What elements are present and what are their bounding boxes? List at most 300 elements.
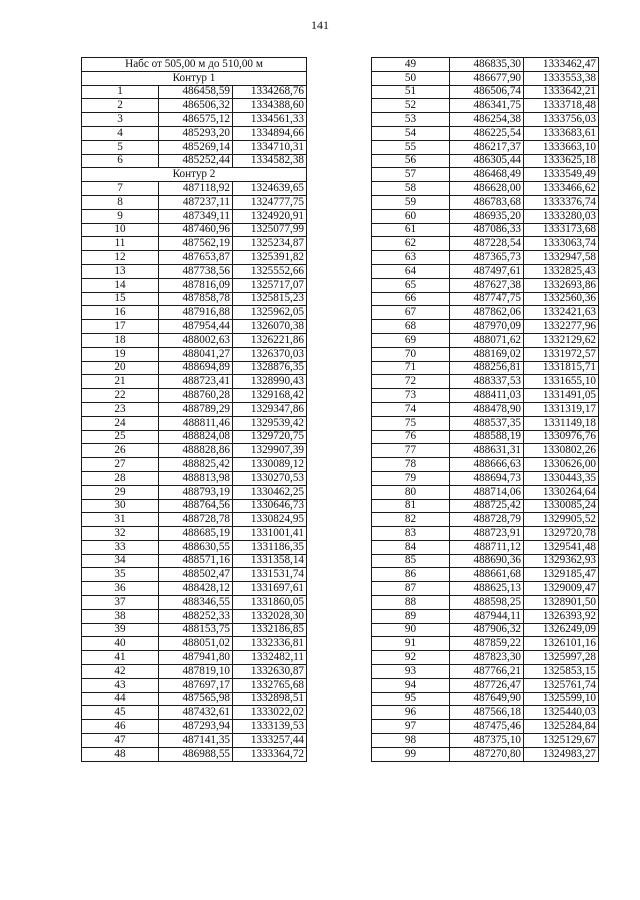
table-row — [372, 113, 599, 127]
y-coordinate-cell: 1328990,43 — [233, 375, 307, 389]
y-coordinate-cell: 1326370,03 — [233, 347, 307, 361]
y-coordinate-cell: 1334710,31 — [233, 140, 307, 154]
x-coordinate-cell: 488598,25 — [450, 596, 524, 610]
point-number-cell: 66 — [372, 292, 450, 306]
x-coordinate-cell: 488041,27 — [159, 347, 233, 361]
x-coordinate-cell: 486506,32 — [159, 99, 233, 113]
x-coordinate-cell: 487862,06 — [450, 306, 524, 320]
table-row — [372, 85, 599, 99]
table-row — [372, 154, 599, 168]
y-coordinate-cell: 1325815,23 — [233, 292, 307, 306]
point-number-cell: 33 — [82, 540, 159, 554]
x-coordinate-cell: 488571,16 — [159, 554, 233, 568]
point-number-cell: 29 — [82, 485, 159, 499]
table-row — [82, 85, 307, 99]
point-number-cell: 17 — [82, 320, 159, 334]
table-row — [372, 264, 599, 278]
x-coordinate-cell: 487823,30 — [450, 651, 524, 665]
point-number-cell: 51 — [372, 85, 450, 99]
point-number-cell: 5 — [82, 140, 159, 154]
table-row — [82, 320, 307, 334]
y-coordinate-cell: 1333462,47 — [524, 58, 599, 72]
point-number-cell: 47 — [82, 734, 159, 748]
table-row — [82, 209, 307, 223]
x-coordinate-cell: 486835,30 — [450, 58, 524, 72]
y-coordinate-cell: 1333553,38 — [524, 71, 599, 85]
point-number-cell: 89 — [372, 609, 450, 623]
table-row — [372, 361, 599, 375]
table-row — [82, 623, 307, 637]
point-number-cell: 35 — [82, 568, 159, 582]
point-number-cell: 39 — [82, 623, 159, 637]
x-coordinate-cell: 488711,12 — [450, 540, 524, 554]
y-coordinate-cell: 1331860,05 — [233, 596, 307, 610]
table-row — [82, 513, 307, 527]
x-coordinate-cell: 487954,44 — [159, 320, 233, 334]
y-coordinate-cell: 1332129,62 — [524, 333, 599, 347]
y-coordinate-cell: 1333364,72 — [233, 747, 307, 761]
point-number-cell: 14 — [82, 278, 159, 292]
x-coordinate-cell: 487293,94 — [159, 720, 233, 734]
table-row — [82, 182, 307, 196]
x-coordinate-cell: 488694,89 — [159, 361, 233, 375]
x-coordinate-cell: 488828,86 — [159, 444, 233, 458]
point-number-cell: 96 — [372, 706, 450, 720]
point-number-cell: 99 — [372, 747, 450, 761]
point-number-cell: 62 — [372, 237, 450, 251]
y-coordinate-cell: 1330462,25 — [233, 485, 307, 499]
y-coordinate-cell: 1330264,64 — [524, 485, 599, 499]
point-number-cell: 57 — [372, 168, 450, 182]
table-row — [82, 154, 307, 168]
table-row — [82, 540, 307, 554]
y-coordinate-cell: 1325599,10 — [524, 692, 599, 706]
table-row — [372, 540, 599, 554]
x-coordinate-cell: 487738,56 — [159, 264, 233, 278]
y-coordinate-cell: 1332898,51 — [233, 692, 307, 706]
y-coordinate-cell: 1326070,38 — [233, 320, 307, 334]
point-number-cell: 56 — [372, 154, 450, 168]
y-coordinate-cell: 1330824,95 — [233, 513, 307, 527]
y-coordinate-cell: 1328901,50 — [524, 596, 599, 610]
point-number-cell: 6 — [82, 154, 159, 168]
x-coordinate-cell: 488502,47 — [159, 568, 233, 582]
point-number-cell: 12 — [82, 251, 159, 265]
y-coordinate-cell: 1325391,82 — [233, 251, 307, 265]
point-number-cell: 79 — [372, 471, 450, 485]
x-coordinate-cell: 486305,44 — [450, 154, 524, 168]
x-coordinate-cell: 488252,33 — [159, 609, 233, 623]
table-row — [82, 430, 307, 444]
y-coordinate-cell: 1333549,49 — [524, 168, 599, 182]
x-coordinate-cell: 487432,61 — [159, 706, 233, 720]
point-number-cell: 34 — [82, 554, 159, 568]
point-number-cell: 58 — [372, 182, 450, 196]
table-row — [372, 568, 599, 582]
contour-section-label: Контур 1 — [82, 71, 307, 85]
y-coordinate-cell: 1329720,75 — [233, 430, 307, 444]
table-row — [82, 568, 307, 582]
point-number-cell: 11 — [82, 237, 159, 251]
table-row — [82, 527, 307, 541]
y-coordinate-cell: 1331815,71 — [524, 361, 599, 375]
y-coordinate-cell: 1331491,05 — [524, 389, 599, 403]
point-number-cell: 87 — [372, 582, 450, 596]
point-number-cell: 37 — [82, 596, 159, 610]
y-coordinate-cell: 1333173,68 — [524, 223, 599, 237]
point-number-cell: 28 — [82, 471, 159, 485]
table-row — [372, 333, 599, 347]
point-number-cell: 52 — [372, 99, 450, 113]
point-number-cell: 70 — [372, 347, 450, 361]
table-row — [372, 458, 599, 472]
table-row — [372, 678, 599, 692]
x-coordinate-cell: 487141,35 — [159, 734, 233, 748]
table-row — [372, 623, 599, 637]
y-coordinate-cell: 1332421,63 — [524, 306, 599, 320]
x-coordinate-cell: 487970,09 — [450, 320, 524, 334]
section-row — [82, 71, 307, 85]
y-coordinate-cell: 1334388,60 — [233, 99, 307, 113]
y-coordinate-cell: 1331655,10 — [524, 375, 599, 389]
point-number-cell: 75 — [372, 416, 450, 430]
elevation-range-header: Набс от 505,00 м до 510,00 м — [82, 58, 307, 72]
y-coordinate-cell: 1325440,03 — [524, 706, 599, 720]
x-coordinate-cell: 488723,41 — [159, 375, 233, 389]
x-coordinate-cell: 487726,47 — [450, 678, 524, 692]
table-row — [372, 416, 599, 430]
point-number-cell: 1 — [82, 85, 159, 99]
table-row — [82, 637, 307, 651]
point-number-cell: 71 — [372, 361, 450, 375]
y-coordinate-cell: 1325284,84 — [524, 720, 599, 734]
table-row — [372, 734, 599, 748]
point-number-cell: 25 — [82, 430, 159, 444]
x-coordinate-cell: 488625,13 — [450, 582, 524, 596]
x-coordinate-cell: 488685,19 — [159, 527, 233, 541]
point-number-cell: 84 — [372, 540, 450, 554]
x-coordinate-cell: 488337,53 — [450, 375, 524, 389]
x-coordinate-cell: 488725,42 — [450, 499, 524, 513]
point-number-cell: 16 — [82, 306, 159, 320]
x-coordinate-cell: 488411,03 — [450, 389, 524, 403]
point-number-cell: 38 — [82, 609, 159, 623]
point-number-cell: 15 — [82, 292, 159, 306]
point-number-cell: 44 — [82, 692, 159, 706]
y-coordinate-cell: 1333625,18 — [524, 154, 599, 168]
coordinates-table-right-body — [372, 58, 599, 762]
y-coordinate-cell: 1333642,21 — [524, 85, 599, 99]
y-coordinate-cell: 1332028,30 — [233, 609, 307, 623]
table-row — [82, 126, 307, 140]
point-number-cell: 10 — [82, 223, 159, 237]
table-row — [82, 278, 307, 292]
y-coordinate-cell: 1329009,47 — [524, 582, 599, 596]
x-coordinate-cell: 487697,17 — [159, 678, 233, 692]
point-number-cell: 2 — [82, 99, 159, 113]
y-coordinate-cell: 1329185,47 — [524, 568, 599, 582]
point-number-cell: 42 — [82, 665, 159, 679]
y-coordinate-cell: 1332277,96 — [524, 320, 599, 334]
y-coordinate-cell: 1333139,53 — [233, 720, 307, 734]
table-row — [372, 651, 599, 665]
table-row — [372, 596, 599, 610]
point-number-cell: 94 — [372, 678, 450, 692]
x-coordinate-cell: 488631,31 — [450, 444, 524, 458]
table-row — [372, 320, 599, 334]
x-coordinate-cell: 488825,42 — [159, 458, 233, 472]
x-coordinate-cell: 487086,33 — [450, 223, 524, 237]
y-coordinate-cell: 1324639,65 — [233, 182, 307, 196]
point-number-cell: 64 — [372, 264, 450, 278]
table-row — [372, 71, 599, 85]
x-coordinate-cell: 485293,20 — [159, 126, 233, 140]
x-coordinate-cell: 487859,22 — [450, 637, 524, 651]
table-row — [82, 734, 307, 748]
y-coordinate-cell: 1333683,61 — [524, 126, 599, 140]
table-row — [82, 651, 307, 665]
table-row — [82, 195, 307, 209]
point-number-cell: 3 — [82, 113, 159, 127]
y-coordinate-cell: 1332482,11 — [233, 651, 307, 665]
point-number-cell: 82 — [372, 513, 450, 527]
x-coordinate-cell: 488728,78 — [159, 513, 233, 527]
table-row — [82, 389, 307, 403]
table-row — [82, 582, 307, 596]
x-coordinate-cell: 486341,75 — [450, 99, 524, 113]
y-coordinate-cell: 1326393,92 — [524, 609, 599, 623]
y-coordinate-cell: 1330089,12 — [233, 458, 307, 472]
y-coordinate-cell: 1329720,78 — [524, 527, 599, 541]
point-number-cell: 97 — [372, 720, 450, 734]
table-row — [372, 485, 599, 499]
table-row — [82, 306, 307, 320]
x-coordinate-cell: 488811,46 — [159, 416, 233, 430]
y-coordinate-cell: 1333280,03 — [524, 209, 599, 223]
point-number-cell: 73 — [372, 389, 450, 403]
x-coordinate-cell: 488764,56 — [159, 499, 233, 513]
point-number-cell: 45 — [82, 706, 159, 720]
point-number-cell: 49 — [372, 58, 450, 72]
table-row — [372, 747, 599, 761]
table-row — [372, 251, 599, 265]
table-row — [372, 430, 599, 444]
table-row — [372, 527, 599, 541]
table-row — [372, 513, 599, 527]
x-coordinate-cell: 487653,87 — [159, 251, 233, 265]
x-coordinate-cell: 486935,20 — [450, 209, 524, 223]
x-coordinate-cell: 488428,12 — [159, 582, 233, 596]
x-coordinate-cell: 487497,61 — [450, 264, 524, 278]
y-coordinate-cell: 1325129,67 — [524, 734, 599, 748]
table-row — [372, 237, 599, 251]
x-coordinate-cell: 487228,54 — [450, 237, 524, 251]
y-coordinate-cell: 1326249,09 — [524, 623, 599, 637]
table-row — [372, 444, 599, 458]
table-row — [82, 375, 307, 389]
table-row — [372, 195, 599, 209]
table-row — [372, 223, 599, 237]
table-row — [372, 554, 599, 568]
table-row — [372, 375, 599, 389]
table-row — [82, 416, 307, 430]
point-number-cell: 74 — [372, 402, 450, 416]
x-coordinate-cell: 486506,74 — [450, 85, 524, 99]
point-number-cell: 43 — [82, 678, 159, 692]
y-coordinate-cell: 1332630,87 — [233, 665, 307, 679]
x-coordinate-cell: 488824,08 — [159, 430, 233, 444]
point-number-cell: 26 — [82, 444, 159, 458]
y-coordinate-cell: 1332693,86 — [524, 278, 599, 292]
y-coordinate-cell: 1331319,17 — [524, 402, 599, 416]
contour-section-label: Контур 2 — [82, 168, 307, 182]
point-number-cell: 90 — [372, 623, 450, 637]
point-number-cell: 80 — [372, 485, 450, 499]
y-coordinate-cell: 1329905,52 — [524, 513, 599, 527]
table-row — [82, 333, 307, 347]
table-row — [372, 347, 599, 361]
point-number-cell: 50 — [372, 71, 450, 85]
table-row — [372, 389, 599, 403]
point-number-cell: 31 — [82, 513, 159, 527]
point-number-cell: 4 — [82, 126, 159, 140]
table-row — [82, 237, 307, 251]
point-number-cell: 61 — [372, 223, 450, 237]
section-row — [82, 168, 307, 182]
x-coordinate-cell: 487747,75 — [450, 292, 524, 306]
x-coordinate-cell: 487566,18 — [450, 706, 524, 720]
table-row — [372, 706, 599, 720]
x-coordinate-cell: 488002,63 — [159, 333, 233, 347]
page-number: 141 — [311, 18, 329, 32]
x-coordinate-cell: 488723,91 — [450, 527, 524, 541]
y-coordinate-cell: 1332765,68 — [233, 678, 307, 692]
point-number-cell: 40 — [82, 637, 159, 651]
table-row — [82, 347, 307, 361]
table-row — [372, 99, 599, 113]
y-coordinate-cell: 1333466,62 — [524, 182, 599, 196]
table-row — [372, 637, 599, 651]
y-coordinate-cell: 1331531,74 — [233, 568, 307, 582]
point-number-cell: 20 — [82, 361, 159, 375]
x-coordinate-cell: 488789,29 — [159, 402, 233, 416]
x-coordinate-cell: 488256,81 — [450, 361, 524, 375]
point-number-cell: 67 — [372, 306, 450, 320]
x-coordinate-cell: 487237,11 — [159, 195, 233, 209]
table-row — [372, 609, 599, 623]
y-coordinate-cell: 1330443,35 — [524, 471, 599, 485]
x-coordinate-cell: 487365,73 — [450, 251, 524, 265]
point-number-cell: 23 — [82, 402, 159, 416]
point-number-cell: 91 — [372, 637, 450, 651]
table-row — [82, 665, 307, 679]
point-number-cell: 19 — [82, 347, 159, 361]
y-coordinate-cell: 1330270,53 — [233, 471, 307, 485]
point-number-cell: 72 — [372, 375, 450, 389]
table-row — [82, 361, 307, 375]
table-row — [82, 99, 307, 113]
table-row — [372, 499, 599, 513]
point-number-cell: 13 — [82, 264, 159, 278]
table-row — [82, 444, 307, 458]
table-row — [82, 678, 307, 692]
x-coordinate-cell: 487819,10 — [159, 665, 233, 679]
table-row — [82, 554, 307, 568]
table-row — [82, 499, 307, 513]
point-number-cell: 65 — [372, 278, 450, 292]
x-coordinate-cell: 488760,28 — [159, 389, 233, 403]
y-coordinate-cell: 1334561,33 — [233, 113, 307, 127]
x-coordinate-cell: 485252,44 — [159, 154, 233, 168]
x-coordinate-cell: 487565,98 — [159, 692, 233, 706]
y-coordinate-cell: 1333022,02 — [233, 706, 307, 720]
x-coordinate-cell: 487475,46 — [450, 720, 524, 734]
point-number-cell: 68 — [372, 320, 450, 334]
y-coordinate-cell: 1329907,39 — [233, 444, 307, 458]
table-row — [372, 140, 599, 154]
point-number-cell: 24 — [82, 416, 159, 430]
y-coordinate-cell: 1331358,14 — [233, 554, 307, 568]
table-row — [82, 706, 307, 720]
point-number-cell: 63 — [372, 251, 450, 265]
x-coordinate-cell: 487649,90 — [450, 692, 524, 706]
table-row — [372, 692, 599, 706]
coordinates-table-left — [81, 57, 307, 762]
y-coordinate-cell: 1334582,38 — [233, 154, 307, 168]
y-coordinate-cell: 1331149,18 — [524, 416, 599, 430]
y-coordinate-cell: 1333063,74 — [524, 237, 599, 251]
y-coordinate-cell: 1325853,15 — [524, 665, 599, 679]
x-coordinate-cell: 488588,19 — [450, 430, 524, 444]
x-coordinate-cell: 488690,36 — [450, 554, 524, 568]
point-number-cell: 54 — [372, 126, 450, 140]
point-number-cell: 83 — [372, 527, 450, 541]
x-coordinate-cell: 488537,35 — [450, 416, 524, 430]
x-coordinate-cell: 487944,11 — [450, 609, 524, 623]
point-number-cell: 53 — [372, 113, 450, 127]
point-number-cell: 30 — [82, 499, 159, 513]
y-coordinate-cell: 1330626,00 — [524, 458, 599, 472]
table-row — [82, 692, 307, 706]
point-number-cell: 8 — [82, 195, 159, 209]
coordinates-table-right — [371, 57, 599, 762]
table-row — [82, 596, 307, 610]
point-number-cell: 76 — [372, 430, 450, 444]
point-number-cell: 36 — [82, 582, 159, 596]
y-coordinate-cell: 1333756,03 — [524, 113, 599, 127]
x-coordinate-cell: 488813,98 — [159, 471, 233, 485]
y-coordinate-cell: 1333257,44 — [233, 734, 307, 748]
x-coordinate-cell: 488346,55 — [159, 596, 233, 610]
point-number-cell: 55 — [372, 140, 450, 154]
y-coordinate-cell: 1324777,75 — [233, 195, 307, 209]
x-coordinate-cell: 488793,19 — [159, 485, 233, 499]
point-number-cell: 41 — [82, 651, 159, 665]
table-row — [82, 264, 307, 278]
x-coordinate-cell: 488661,68 — [450, 568, 524, 582]
y-coordinate-cell: 1329362,93 — [524, 554, 599, 568]
point-number-cell: 86 — [372, 568, 450, 582]
point-number-cell: 81 — [372, 499, 450, 513]
y-coordinate-cell: 1330976,76 — [524, 430, 599, 444]
y-coordinate-cell: 1330085,24 — [524, 499, 599, 513]
y-coordinate-cell: 1325077,99 — [233, 223, 307, 237]
table-row — [372, 402, 599, 416]
x-coordinate-cell: 486677,90 — [450, 71, 524, 85]
x-coordinate-cell: 488714,06 — [450, 485, 524, 499]
y-coordinate-cell: 1325997,28 — [524, 651, 599, 665]
x-coordinate-cell: 486217,37 — [450, 140, 524, 154]
